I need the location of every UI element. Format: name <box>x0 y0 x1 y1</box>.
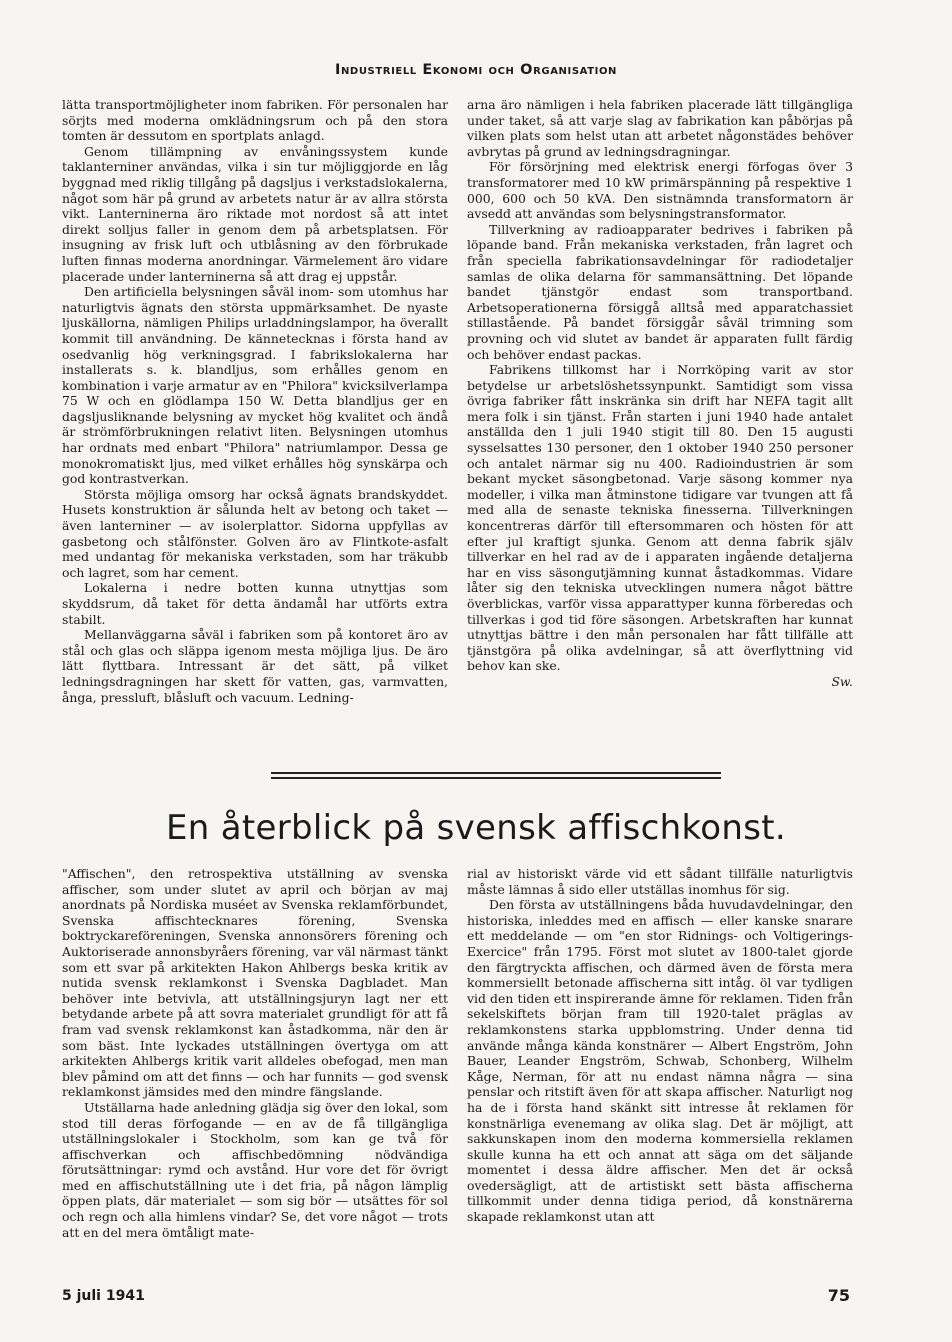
running-header: Industriell Ekonomi och Organisation <box>334 62 618 78</box>
paragraph: Lokalerna i nedre botten kunna utnyttjas som skyddsrum, då taket för detta ändamål har utförts extra stabilt. <box>62 580 448 627</box>
paragraph: rial av historiskt värde vid ett sådant tillfälle naturligtvis måste lämnas å sido eller utställas inomhus för sig. <box>467 866 853 897</box>
section-divider <box>271 777 721 779</box>
paragraph: lätta transportmöjligheter inom fabriken. För personalen har sörjts med moderna omklädningsrum och på den stora tomten är dessutom en sportplats anlagd. <box>62 97 448 144</box>
article-title: En återblick på svensk affischkonst. <box>166 808 786 848</box>
paragraph: Tillverkning av radioapparater bedrives i fabriken på löpande band. Från mekaniska verkstaden, från lagret och från speciella fabrikationsavdelningar för radiodetaljer samlas de olika delarna för sammansättning. Det löpande bandet tjänstgör endast som transportband. Arbetsoperationerna försiggå alltså med apparatchassiet stillastående. På bandet försiggår såväl trimning som provning och vid slutet av bandet är apparaten fullt färdig och behöver endast packas. <box>467 221 853 362</box>
author-signature: Sw. <box>831 673 853 689</box>
paragraph: Fabrikens tillkomst har i Norrköping varit av stor betydelse ur arbetslöshetssynpunkt. Samtidigt som vissa övriga fabriker fått inskränka sin drift har NEFA tagit allt mera folk i sin tjänst. Från starten i juni 1940 hade antalet anställda den 1 juli 1940 stigit till 80. Den 15 augusti sysselsattes 130 personer, den 1 oktober 1940 250 personer och antalet närmar sig nu 400. Radioindustrien är som bekant mycket säsongbetonad. Varje säsong kommer nya modeller, i vilka man åtminstone tidigare var tvungen att få med alla de senaste tekniska finesserna. Tillverkningen koncentreras därför till eftersommaren och hösten för att efter jul kraftigt sjunka. Genom att denna fabrik själv tillverkar en hel rad av de i apparaten ingående detaljerna har en viss säsongutjämning kunnat åstadkommas. Vidare låter sig den tekniska utvecklingen numera något bättre överblickas, varför vissa apparattyper kunna förberedas och tillverkas i god tid före säsongen. Arbetskraften har kunnat utnyttjas bättre i den mån personalen har fått tillfälle att tjänstgöra på olika avdelningar, så att överflyttning vid behov kan ske. <box>467 362 853 674</box>
paragraph: För försörjning med elektrisk energi förfogas över 3 transformatorer med 10 kW primärspänning på respektive 1 000, 600 och 50 kVA. Den sistnämnda transformatorn är avsedd att användas som belysningstransformator. <box>467 159 853 222</box>
issue-date: 5 juli 1941 <box>62 1288 145 1304</box>
top-left-column <box>62 97 448 705</box>
paragraph: Utställarna hade anledning glädja sig över den lokal, som stod till deras förfogande — en av de få tillgängliga utställningslokaler i Stockholm, som kan ge två för affischverkan och affischbedömning nödvändiga förutsättningar: rymd och avstånd. Hur vore det för övrigt med en affischutställning ute i det fria, på någon lämplig öppen plats, där materialet — som sig bör — utsättes för sol och regn och alla himlens vindar? Se, det vore något — trots att en del mera ömtåligt mate- <box>62 1099 448 1240</box>
top-right-column <box>467 97 853 690</box>
paragraph: arna äro nämligen i hela fabriken placerade lätt tillgängliga under taket, så att varje slag av fabrikation kan påbörjas på vilken plats som helst utan att arbetet någonstädes behöver avbrytas på grund av ledningsdragningar. <box>467 97 853 159</box>
paragraph: Den första av utställningens båda huvudavdelningar, den historiska, inleddes med en affisch — eller kanske snarare ett meddelande — om "en stor Ridnings- och Voltigerings-Exercice" från 1795. Först mot slutet av 1800-talet gjorde den färgtryckta affischen, och därmed även de första mera kommersiellt betonade affischerna sitt intåg. öl var tydligen vid den tiden ett inspirerande ämne för reklamen. Tiden från sekelskiftets början fram till 1920-talet präglas av reklamkonstens starka uppblomstring. Under denna tid använde många kända konstnärer — Albert Engström, John Bauer, Leander Engström, Schwab, Schonberg, Wilhelm Kåge, Nerman, för att nu endast nämna några — sina penslar och ritstift även för att skapa affischer. Naturligt nog ha de i första hand skänkt sitt intresse åt reklamen för konstnärliga evenemang av olika slag. Det är möjligt, att sakkunskapen inom den moderna kommersiella reklamen skulle kunna ha ett och annat att säga om det säljande momentet i dessa äldre affischer. Men det är också ovedersägligt, att de artistiskt sett bästa affischerna tillkommit under denna tidiga period, då konstnärerna skapade reklamkonst utan att <box>467 897 853 1225</box>
page-number: 75 <box>827 1286 850 1305</box>
bottom-left-column <box>62 866 448 1240</box>
paragraph: Mellanväggarna såväl i fabriken som på kontoret äro av stål och glas och släppa igenom mesta möjliga ljus. De äro lätt flyttbara. Intressant är det sätt, på vilket ledningsdragningen har skett för vatten, gas, varmvatten, ånga, pressluft, blåsluft och vacuum. Ledning- <box>62 627 448 705</box>
paragraph: "Affischen", den retrospektiva utställning av svenska affischer, som under slutet av april och början av maj anordnats på Nordiska muséet av Svenska reklamförbundet, Svenska affischtecknares förening, Svenska boktryckareföreningen, Svenska annonsörers förening och Auktoriserade annonsbyråers förening, var väl närmast tänkt som ett svar på arkitekten Hakon Ahlbergs beska kritik av nutida svensk reklamkonst i Svenska Dagbladet. Man behöver inte betvivla, att utställningsjuryn lagt ner ett betydande arbete på att sovra materialet grundligt för att få fram vad svensk reklamkonst kan åstadkomma, när den är som bäst. Inte lyckades utställningen övertyga om att arkitekten Ahlbergs kritik varit alldeles obefogad, men man blev påmind om att det finns — och har funnits — god svensk reklamkonst jämsides med den mindre fängslande. <box>62 866 449 1100</box>
paragraph: Den artificiella belysningen såväl inom- som utomhus har naturligtvis ägnats den största uppmärksamhet. De nyaste ljuskällorna, nämligen Philips urladdningslampor, ha överallt kommit till användning. De kännetecknas i första hand av osedvanlig hög verkningsgrad. I fabrikslokalerna har installerats s. k. blandljus, som erhålles genom en kombination i varje armatur av en "Philora" kvicksilverlampa 75 W och en glödlampa 150 W. Detta blandljus ger en dagsljusliknande belysning av mycket hög kvalitet och ändå är strömförbrukningen relativt liten. Belysningen utomhus har ordnats med enbart "Philora" natriumlampor. Dessa ge monokromatiskt ljus, med vilket erhålles hög synskärpa och god kontrastverkan. <box>62 284 448 487</box>
bottom-right-column <box>467 866 853 1225</box>
section-divider <box>271 772 721 774</box>
paragraph: Genom tillämpning av envåningssystem kunde taklanterniner användas, vilka i sin tur möjliggjorde en låg byggnad med riklig tillgång på dagsljus i verkstadslokalerna, något som här på grund av arbetets natur är av allra största vikt. Lanterninerna äro riktade mot nordost så att intet direkt solljus faller in genom dem på arbetsplatsen. För insugning av frisk luft och utblåsning av den förbrukade luften finnas moderna anordningar. Värmelement äro vidare placerade under lanterninerna så att drag ej uppstår. <box>62 143 448 284</box>
paragraph: Största möjliga omsorg har också ägnats brandskyddet. Husets konstruktion är sålunda helt av betong och taket — även lanterniner — av isolerplattor. Sidorna uppfyllas av gasbetong och stålfönster. Golven äro av Flintkote-asfalt med undantag för mekaniska verkstaden, som har träkubb och lagret, som har cement. <box>62 486 448 580</box>
